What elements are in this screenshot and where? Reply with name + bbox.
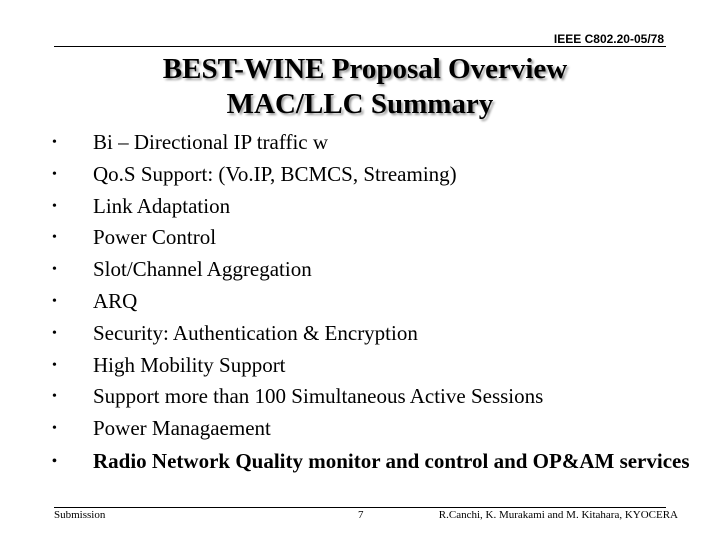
- bullet-list: [48, 127, 708, 475]
- page-number: 7: [358, 509, 364, 521]
- bullet-item: [48, 191, 708, 223]
- bullet-dot-icon: •: [52, 293, 57, 309]
- bullet-text: Slot/Channel Aggregation: [93, 257, 312, 282]
- bullet-text: Support more than 100 Simultaneous Active Sessions: [93, 384, 544, 409]
- bullet-item: [48, 318, 708, 350]
- header-divider: [54, 46, 666, 47]
- bullet-dot-icon: •: [52, 325, 57, 341]
- bullet-item: [48, 413, 708, 445]
- bullet-item: [48, 222, 708, 254]
- footer-divider: [54, 507, 666, 508]
- bullet-item: [48, 286, 708, 318]
- bullet-text: Security: Authentication & Encryption: [93, 320, 418, 345]
- bullet-text: Radio Network Quality monitor and control and OP&AM services: [93, 448, 690, 473]
- title-line-1: BEST-WINE Proposal Overview: [162, 53, 568, 85]
- bullet-dot-icon: •: [52, 421, 57, 437]
- bullet-item: [48, 127, 708, 159]
- bullet-dot-icon: •: [52, 389, 57, 405]
- footer-submission: Submission: [54, 509, 106, 521]
- bullet-text: Bi – Directional IP traffic w: [93, 130, 329, 154]
- bullet-text: Qo.S Support: (Vo.IP, BCMCS, Streaming): [93, 161, 457, 186]
- bullet-dot-icon: •: [52, 198, 57, 214]
- bullet-item: [48, 445, 708, 475]
- bullet-dot-icon: •: [52, 166, 57, 182]
- title-line-2: MAC/LLC Summary: [226, 88, 494, 120]
- bullet-item: [48, 159, 708, 191]
- bullet-dot-icon: •: [52, 230, 57, 246]
- bullet-text: Power Control: [93, 225, 217, 250]
- bullet-text: Power Managaement: [93, 416, 271, 441]
- bullet-text: Link Adaptation: [93, 193, 231, 218]
- bullet-text: High Mobility Support: [93, 352, 286, 377]
- bullet-item: [48, 381, 708, 413]
- bullet-dot-icon: •: [52, 453, 57, 469]
- slide-title: [0, 52, 720, 122]
- bullet-dot-icon: •: [52, 135, 57, 150]
- bullet-dot-icon: •: [52, 357, 57, 373]
- document-id: IEEE C802.20-05/78: [553, 32, 664, 46]
- bullet-item: [48, 350, 708, 382]
- bullet-text: ARQ: [93, 288, 138, 313]
- bullet-dot-icon: •: [52, 262, 57, 278]
- footer-authors: R.Canchi, K. Murakami and M. Kitahara, KYOCERA: [438, 509, 678, 521]
- bullet-item: [48, 254, 708, 286]
